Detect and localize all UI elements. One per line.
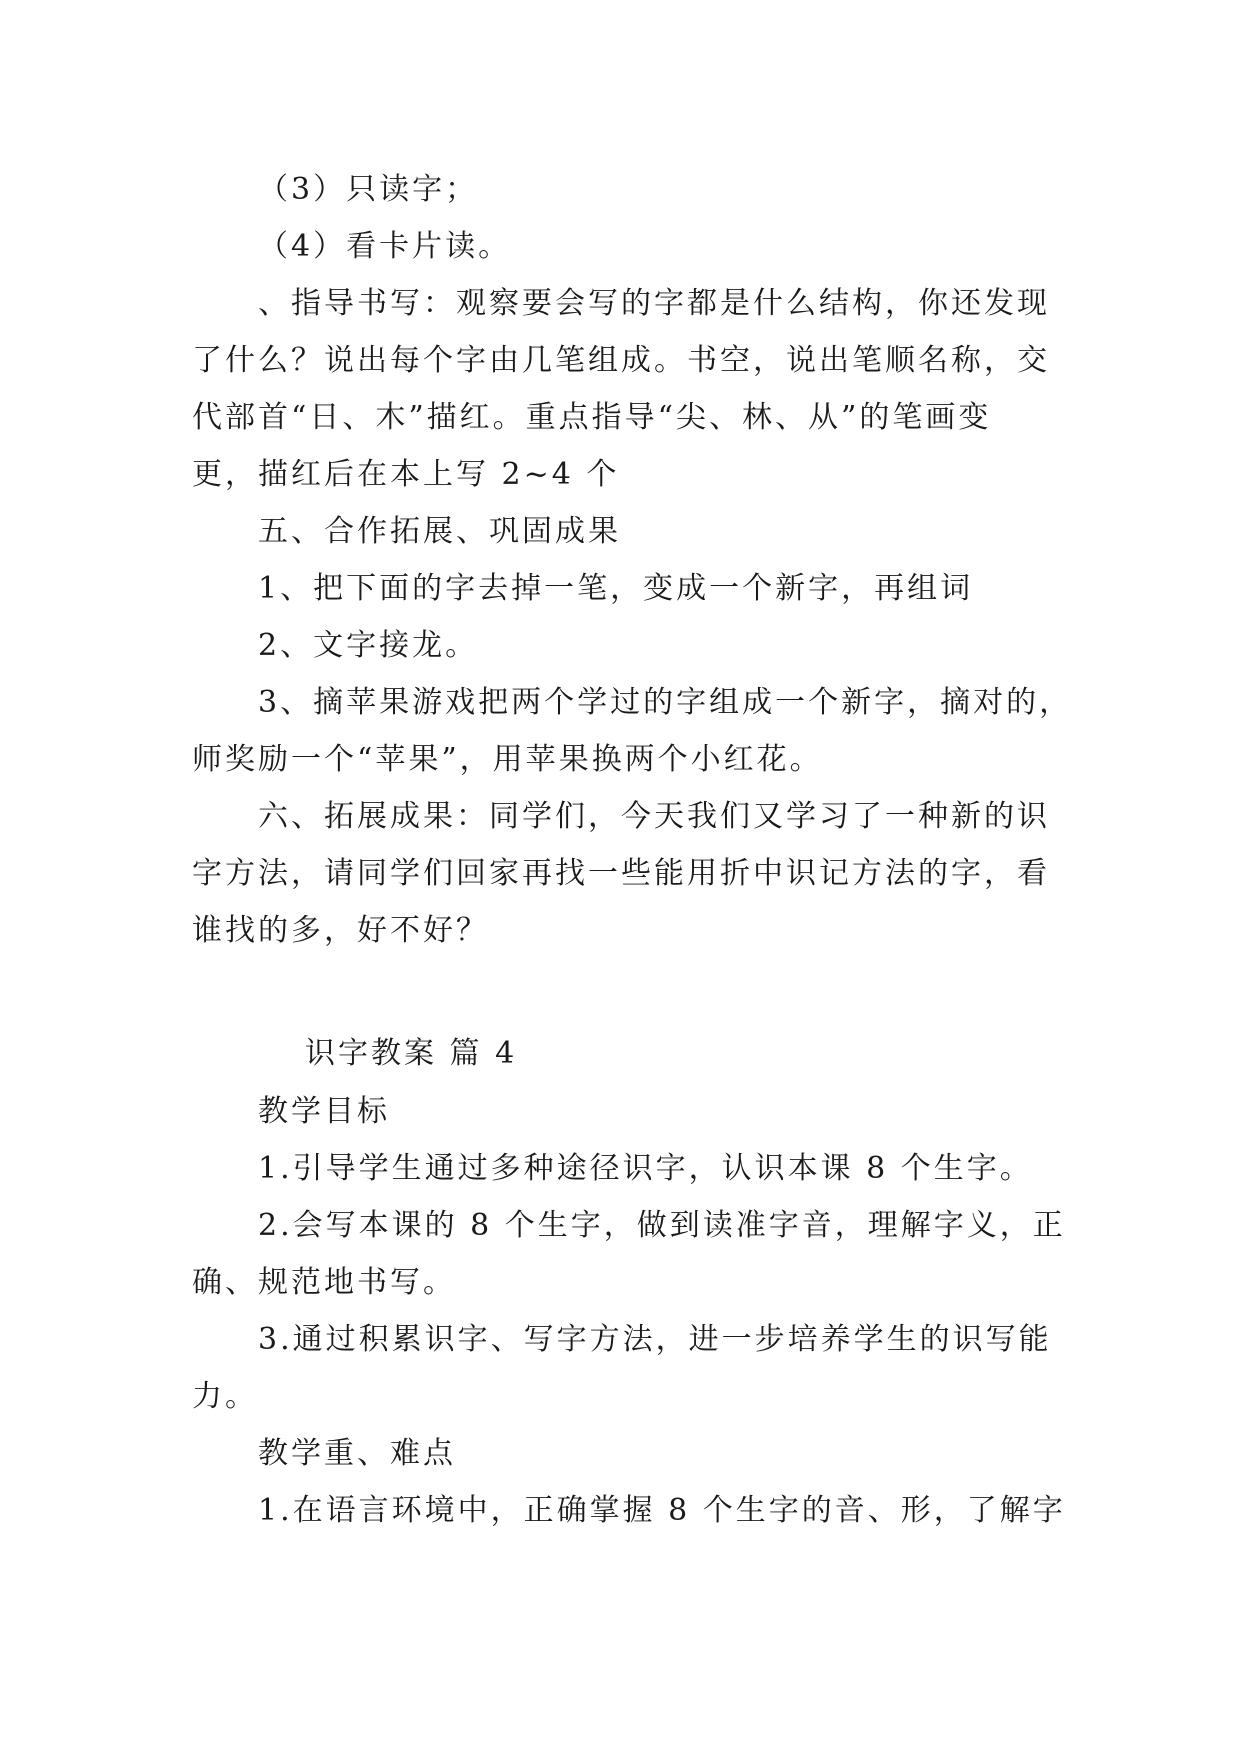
list-item-3: （3）只读字； [258,172,479,207]
section-heading: 教学重、难点 [258,1436,456,1471]
paragraph-line: 谁找的多，好不好？ [192,913,489,948]
list-item: 2、文字接龙。 [258,628,479,663]
paragraph-line: 更，描红后在本上写 2~4 个 [192,457,620,492]
paragraph-line: 代部首“日、木”描红。重点指导“尖、林、从”的笔画变 [192,400,992,435]
list-item: 1.在语言环境中，正确掌握 8 个生字的音、形，了解字 [258,1493,1066,1528]
list-item-4: （4）看卡片读。 [258,229,512,264]
paragraph-line: 字方法，请同学们回家再找一些能用折中识记方法的字，看 [192,856,1050,891]
section-heading: 五、合作拓展、巩固成果 [258,514,621,549]
list-item: 1.引导学生通过多种途径识字，认识本课 8 个生字。 [258,1151,1033,1186]
list-item: 3.通过积累识字、写字方法，进一步培养学生的识写能 [258,1322,1052,1357]
list-item: 1、把下面的字去掉一笔，变成一个新字，再组词 [258,571,974,606]
paragraph-line: 师奖励一个“苹果”，用苹果换两个小红花。 [192,742,823,777]
list-item: 2.会写本课的 8 个生字，做到读准字音，理解字义，正 [258,1208,1066,1243]
list-item: 3、摘苹果游戏把两个学过的字组成一个新字，摘对的， [258,685,1073,720]
section-heading: 六、拓展成果：同学们，今天我们又学习了一种新的识 [258,799,1050,834]
paragraph-line: 力。 [192,1379,258,1414]
paragraph-line: 确、规范地书写。 [192,1265,456,1300]
article-title: 识字教案 篇 4 [305,1036,518,1071]
paragraph-line: 、指导书写：观察要会写的字都是什么结构，你还发现 [258,286,1050,321]
section-heading: 教学目标 [258,1094,390,1129]
paragraph-line: 了什么？说出每个字由几笔组成。书空，说出笔顺名称，交 [192,343,1050,378]
